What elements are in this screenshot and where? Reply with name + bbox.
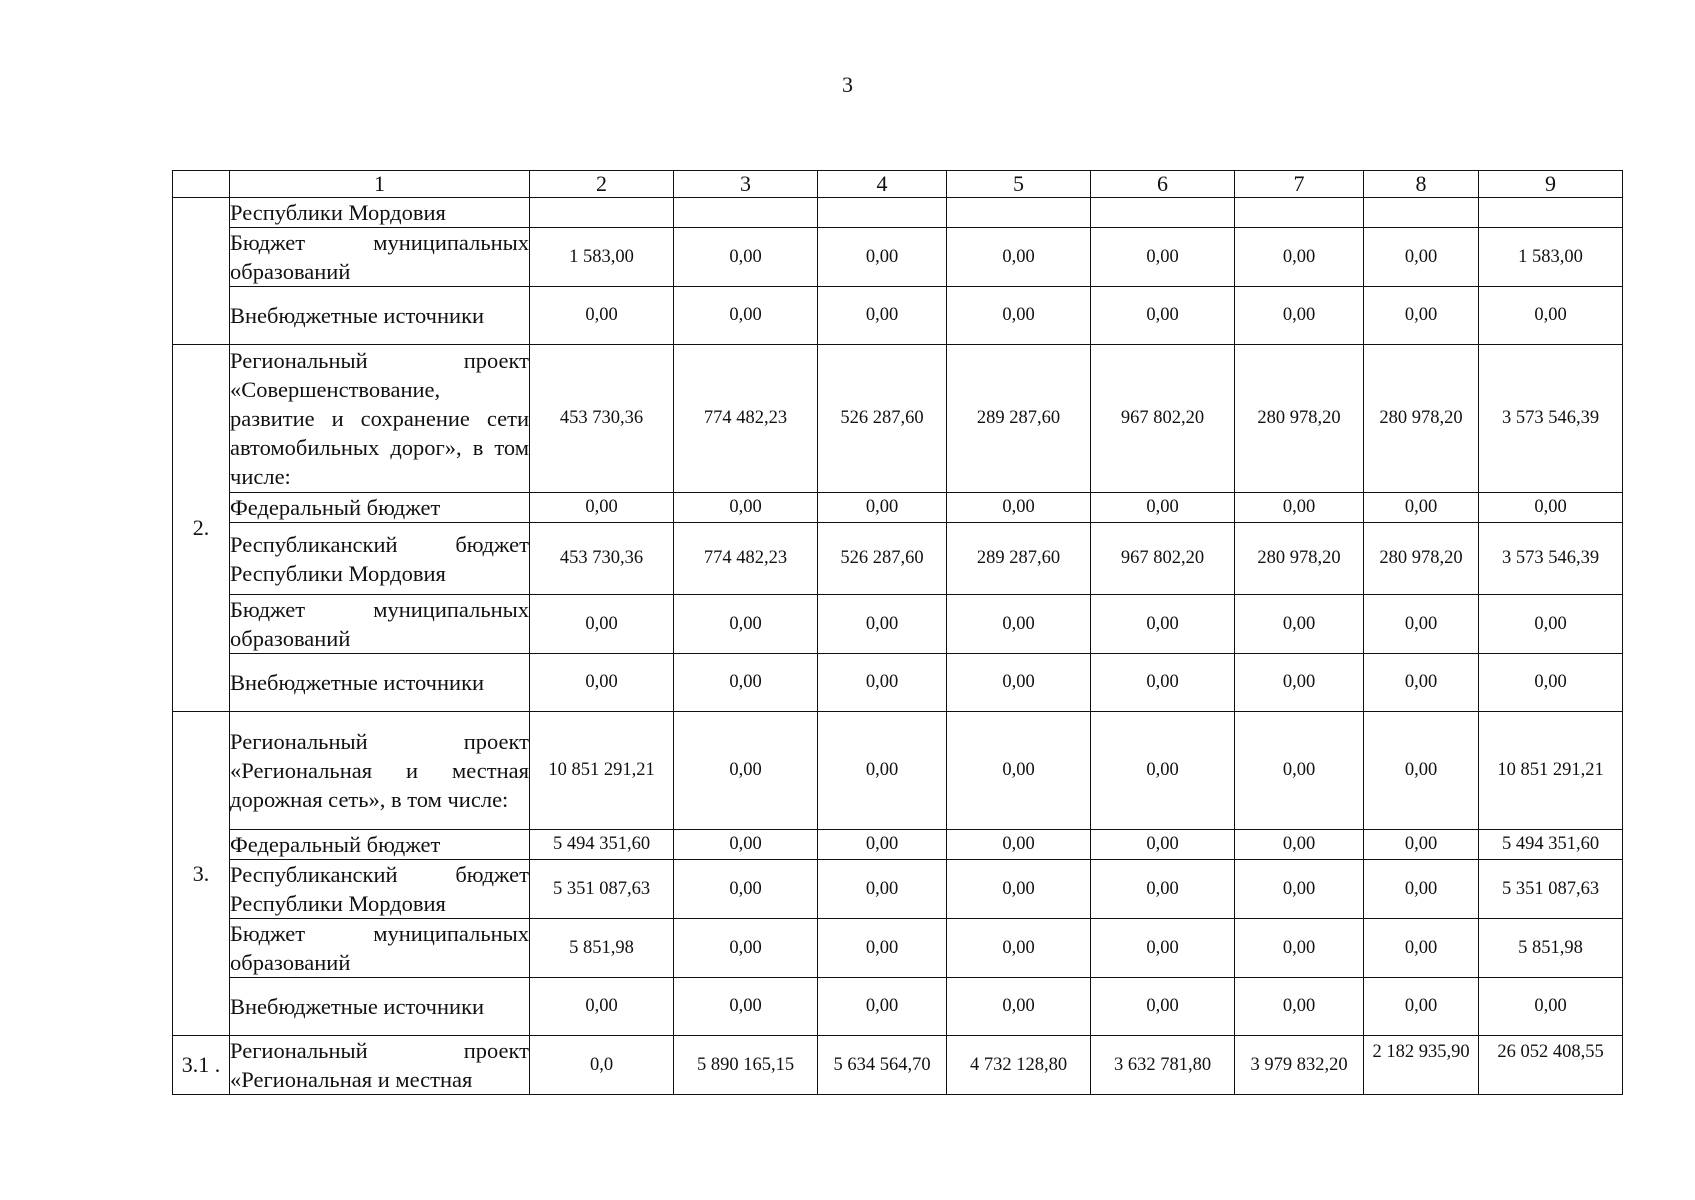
value-cell: 453 730,36 xyxy=(530,345,674,493)
value-cell: 0,00 xyxy=(1091,228,1235,287)
value-cell: 0,00 xyxy=(1091,595,1235,654)
description-cell: Бюджет муниципальных образований xyxy=(230,595,530,654)
value-cell: 0,00 xyxy=(1235,287,1364,345)
value-cell: 1 583,00 xyxy=(1479,228,1623,287)
value-cell: 0,00 xyxy=(1235,595,1364,654)
value-cell: 26 052 408,55 xyxy=(1479,1036,1623,1095)
value-cell: 280 978,20 xyxy=(1235,345,1364,493)
value-cell: 0,00 xyxy=(818,860,947,919)
description-cell: Региональный проект «Региональная и местная дорожная сеть», в том числе: xyxy=(230,712,530,830)
table-row xyxy=(173,198,1623,228)
value-cell: 0,00 xyxy=(1091,493,1235,523)
value-cell: 10 851 291,21 xyxy=(530,712,674,830)
value-cell: 0,00 xyxy=(818,228,947,287)
value-cell: 0,00 xyxy=(1479,654,1623,712)
value-cell xyxy=(1091,198,1235,228)
value-cell: 967 802,20 xyxy=(1091,345,1235,493)
value-cell: 0,00 xyxy=(947,228,1091,287)
value-cell: 0,00 xyxy=(947,654,1091,712)
value-cell: 0,00 xyxy=(947,712,1091,830)
header-cell: 1 xyxy=(230,171,530,198)
value-cell: 0,00 xyxy=(1364,978,1479,1036)
value-cell: 0,00 xyxy=(1235,228,1364,287)
value-cell: 0,00 xyxy=(1091,860,1235,919)
value-cell: 0,00 xyxy=(1091,712,1235,830)
value-cell: 0,00 xyxy=(1479,595,1623,654)
value-cell: 0,00 xyxy=(674,493,818,523)
value-cell: 5 851,98 xyxy=(1479,919,1623,978)
value-cell: 3 632 781,80 xyxy=(1091,1036,1235,1095)
value-cell: 0,00 xyxy=(1091,654,1235,712)
page-number: 3 xyxy=(842,72,853,97)
value-cell: 0,00 xyxy=(530,493,674,523)
value-cell: 0,00 xyxy=(1479,287,1623,345)
value-cell xyxy=(818,198,947,228)
value-cell: 0,00 xyxy=(1235,978,1364,1036)
table-row xyxy=(173,712,1623,830)
row-number-cell: 3.1 . xyxy=(173,1036,230,1095)
value-cell xyxy=(1479,198,1623,228)
value-cell: 0,00 xyxy=(674,654,818,712)
value-cell: 0,00 xyxy=(947,860,1091,919)
header-cell: 6 xyxy=(1091,171,1235,198)
value-cell: 0,00 xyxy=(674,595,818,654)
description-cell: Внебюджетные источники xyxy=(230,978,530,1036)
value-cell: 3 979 832,20 xyxy=(1235,1036,1364,1095)
value-cell: 280 978,20 xyxy=(1235,523,1364,595)
value-cell: 3 573 546,39 xyxy=(1479,345,1623,493)
table-row xyxy=(173,978,1623,1036)
header-cell: 3 xyxy=(674,171,818,198)
header-cell: 4 xyxy=(818,171,947,198)
description-cell: Бюджет муниципальных образований xyxy=(230,919,530,978)
value-cell: 0,00 xyxy=(1235,830,1364,860)
value-cell: 0,00 xyxy=(1091,919,1235,978)
table-row xyxy=(173,595,1623,654)
value-cell: 774 482,23 xyxy=(674,523,818,595)
header-cell: 9 xyxy=(1479,171,1623,198)
value-cell: 0,00 xyxy=(1364,860,1479,919)
value-cell: 0,00 xyxy=(947,830,1091,860)
value-cell: 5 890 165,15 xyxy=(674,1036,818,1095)
table-row xyxy=(173,860,1623,919)
value-cell: 0,00 xyxy=(818,919,947,978)
description-cell: Республиканский бюджет Республики Мордовия xyxy=(230,523,530,595)
value-cell: 280 978,20 xyxy=(1364,523,1479,595)
value-cell: 0,00 xyxy=(947,919,1091,978)
value-cell: 0,0 xyxy=(530,1036,674,1095)
value-cell: 0,00 xyxy=(1235,919,1364,978)
description-cell: Федеральный бюджет xyxy=(230,493,530,523)
value-cell: 526 287,60 xyxy=(818,345,947,493)
value-cell: 0,00 xyxy=(1479,493,1623,523)
value-cell: 0,00 xyxy=(1364,287,1479,345)
value-cell xyxy=(1364,198,1479,228)
value-cell: 0,00 xyxy=(818,493,947,523)
value-cell: 0,00 xyxy=(947,493,1091,523)
description-cell: Внебюджетные источники xyxy=(230,287,530,345)
header-cell xyxy=(173,171,230,198)
value-cell: 0,00 xyxy=(1364,493,1479,523)
description-cell: Бюджет муниципальных образований xyxy=(230,228,530,287)
value-cell xyxy=(947,198,1091,228)
table-row xyxy=(173,345,1623,493)
value-cell: 0,00 xyxy=(1235,712,1364,830)
value-cell: 4 732 128,80 xyxy=(947,1036,1091,1095)
value-cell: 0,00 xyxy=(947,595,1091,654)
row-number-cell: 3. xyxy=(173,712,230,1036)
value-cell: 289 287,60 xyxy=(947,345,1091,493)
value-cell xyxy=(674,198,818,228)
value-cell: 0,00 xyxy=(1364,595,1479,654)
value-cell: 0,00 xyxy=(1479,978,1623,1036)
value-cell: 280 978,20 xyxy=(1364,345,1479,493)
value-cell: 0,00 xyxy=(530,654,674,712)
description-cell: Внебюджетные источники xyxy=(230,654,530,712)
value-cell: 0,00 xyxy=(1235,493,1364,523)
description-cell: Республиканский бюджет Республики Мордовия xyxy=(230,860,530,919)
value-cell: 5 494 351,60 xyxy=(1479,830,1623,860)
table-row xyxy=(173,493,1623,523)
value-cell: 0,00 xyxy=(674,287,818,345)
value-cell: 0,00 xyxy=(818,830,947,860)
value-cell: 0,00 xyxy=(1235,654,1364,712)
value-cell: 10 851 291,21 xyxy=(1479,712,1623,830)
table-row xyxy=(173,287,1623,345)
header-cell: 8 xyxy=(1364,171,1479,198)
budget-table xyxy=(172,170,1623,1095)
value-cell: 0,00 xyxy=(530,595,674,654)
table-row xyxy=(173,228,1623,287)
value-cell: 289 287,60 xyxy=(947,523,1091,595)
description-cell: Республики Мордовия xyxy=(230,198,530,228)
value-cell: 0,00 xyxy=(1091,287,1235,345)
description-cell: Федеральный бюджет xyxy=(230,830,530,860)
value-cell: 0,00 xyxy=(530,287,674,345)
value-cell: 0,00 xyxy=(1091,978,1235,1036)
value-cell: 0,00 xyxy=(530,978,674,1036)
value-cell xyxy=(1235,198,1364,228)
value-cell: 0,00 xyxy=(1235,860,1364,919)
value-cell: 5 351 087,63 xyxy=(1479,860,1623,919)
description-cell: Региональный проект «Совершенствование, развитие и сохранение сети автомобильных дорог», в том числе: xyxy=(230,345,530,493)
value-cell: 0,00 xyxy=(947,978,1091,1036)
value-cell: 5 351 087,63 xyxy=(530,860,674,919)
value-cell: 0,00 xyxy=(674,860,818,919)
value-cell: 0,00 xyxy=(674,712,818,830)
value-cell: 0,00 xyxy=(818,978,947,1036)
table-row xyxy=(173,1036,1623,1095)
header-cell: 5 xyxy=(947,171,1091,198)
value-cell: 0,00 xyxy=(818,287,947,345)
value-cell: 967 802,20 xyxy=(1091,523,1235,595)
value-cell: 3 573 546,39 xyxy=(1479,523,1623,595)
value-cell: 0,00 xyxy=(818,712,947,830)
value-cell: 5 851,98 xyxy=(530,919,674,978)
value-cell: 774 482,23 xyxy=(674,345,818,493)
value-cell: 0,00 xyxy=(1364,712,1479,830)
header-row xyxy=(173,171,1623,198)
value-cell: 0,00 xyxy=(674,830,818,860)
value-cell: 0,00 xyxy=(1364,830,1479,860)
table-row xyxy=(173,654,1623,712)
table-row xyxy=(173,523,1623,595)
row-number-cell: 2. xyxy=(173,345,230,712)
header-cell: 2 xyxy=(530,171,674,198)
value-cell: 0,00 xyxy=(818,595,947,654)
description-cell: Региональный проект «Региональная и местная xyxy=(230,1036,530,1095)
value-cell: 5 634 564,70 xyxy=(818,1036,947,1095)
value-cell: 0,00 xyxy=(947,287,1091,345)
header-cell: 7 xyxy=(1235,171,1364,198)
table-row xyxy=(173,830,1623,860)
row-number-cell xyxy=(173,198,230,345)
value-cell: 453 730,36 xyxy=(530,523,674,595)
value-cell: 1 583,00 xyxy=(530,228,674,287)
value-cell: 5 494 351,60 xyxy=(530,830,674,860)
value-cell: 0,00 xyxy=(674,919,818,978)
value-cell: 2 182 935,90 xyxy=(1364,1036,1479,1095)
value-cell xyxy=(530,198,674,228)
table-row xyxy=(173,919,1623,978)
value-cell: 0,00 xyxy=(818,654,947,712)
value-cell: 0,00 xyxy=(674,228,818,287)
value-cell: 0,00 xyxy=(1364,919,1479,978)
value-cell: 526 287,60 xyxy=(818,523,947,595)
value-cell: 0,00 xyxy=(674,978,818,1036)
value-cell: 0,00 xyxy=(1364,654,1479,712)
value-cell: 0,00 xyxy=(1364,228,1479,287)
value-cell: 0,00 xyxy=(1091,830,1235,860)
